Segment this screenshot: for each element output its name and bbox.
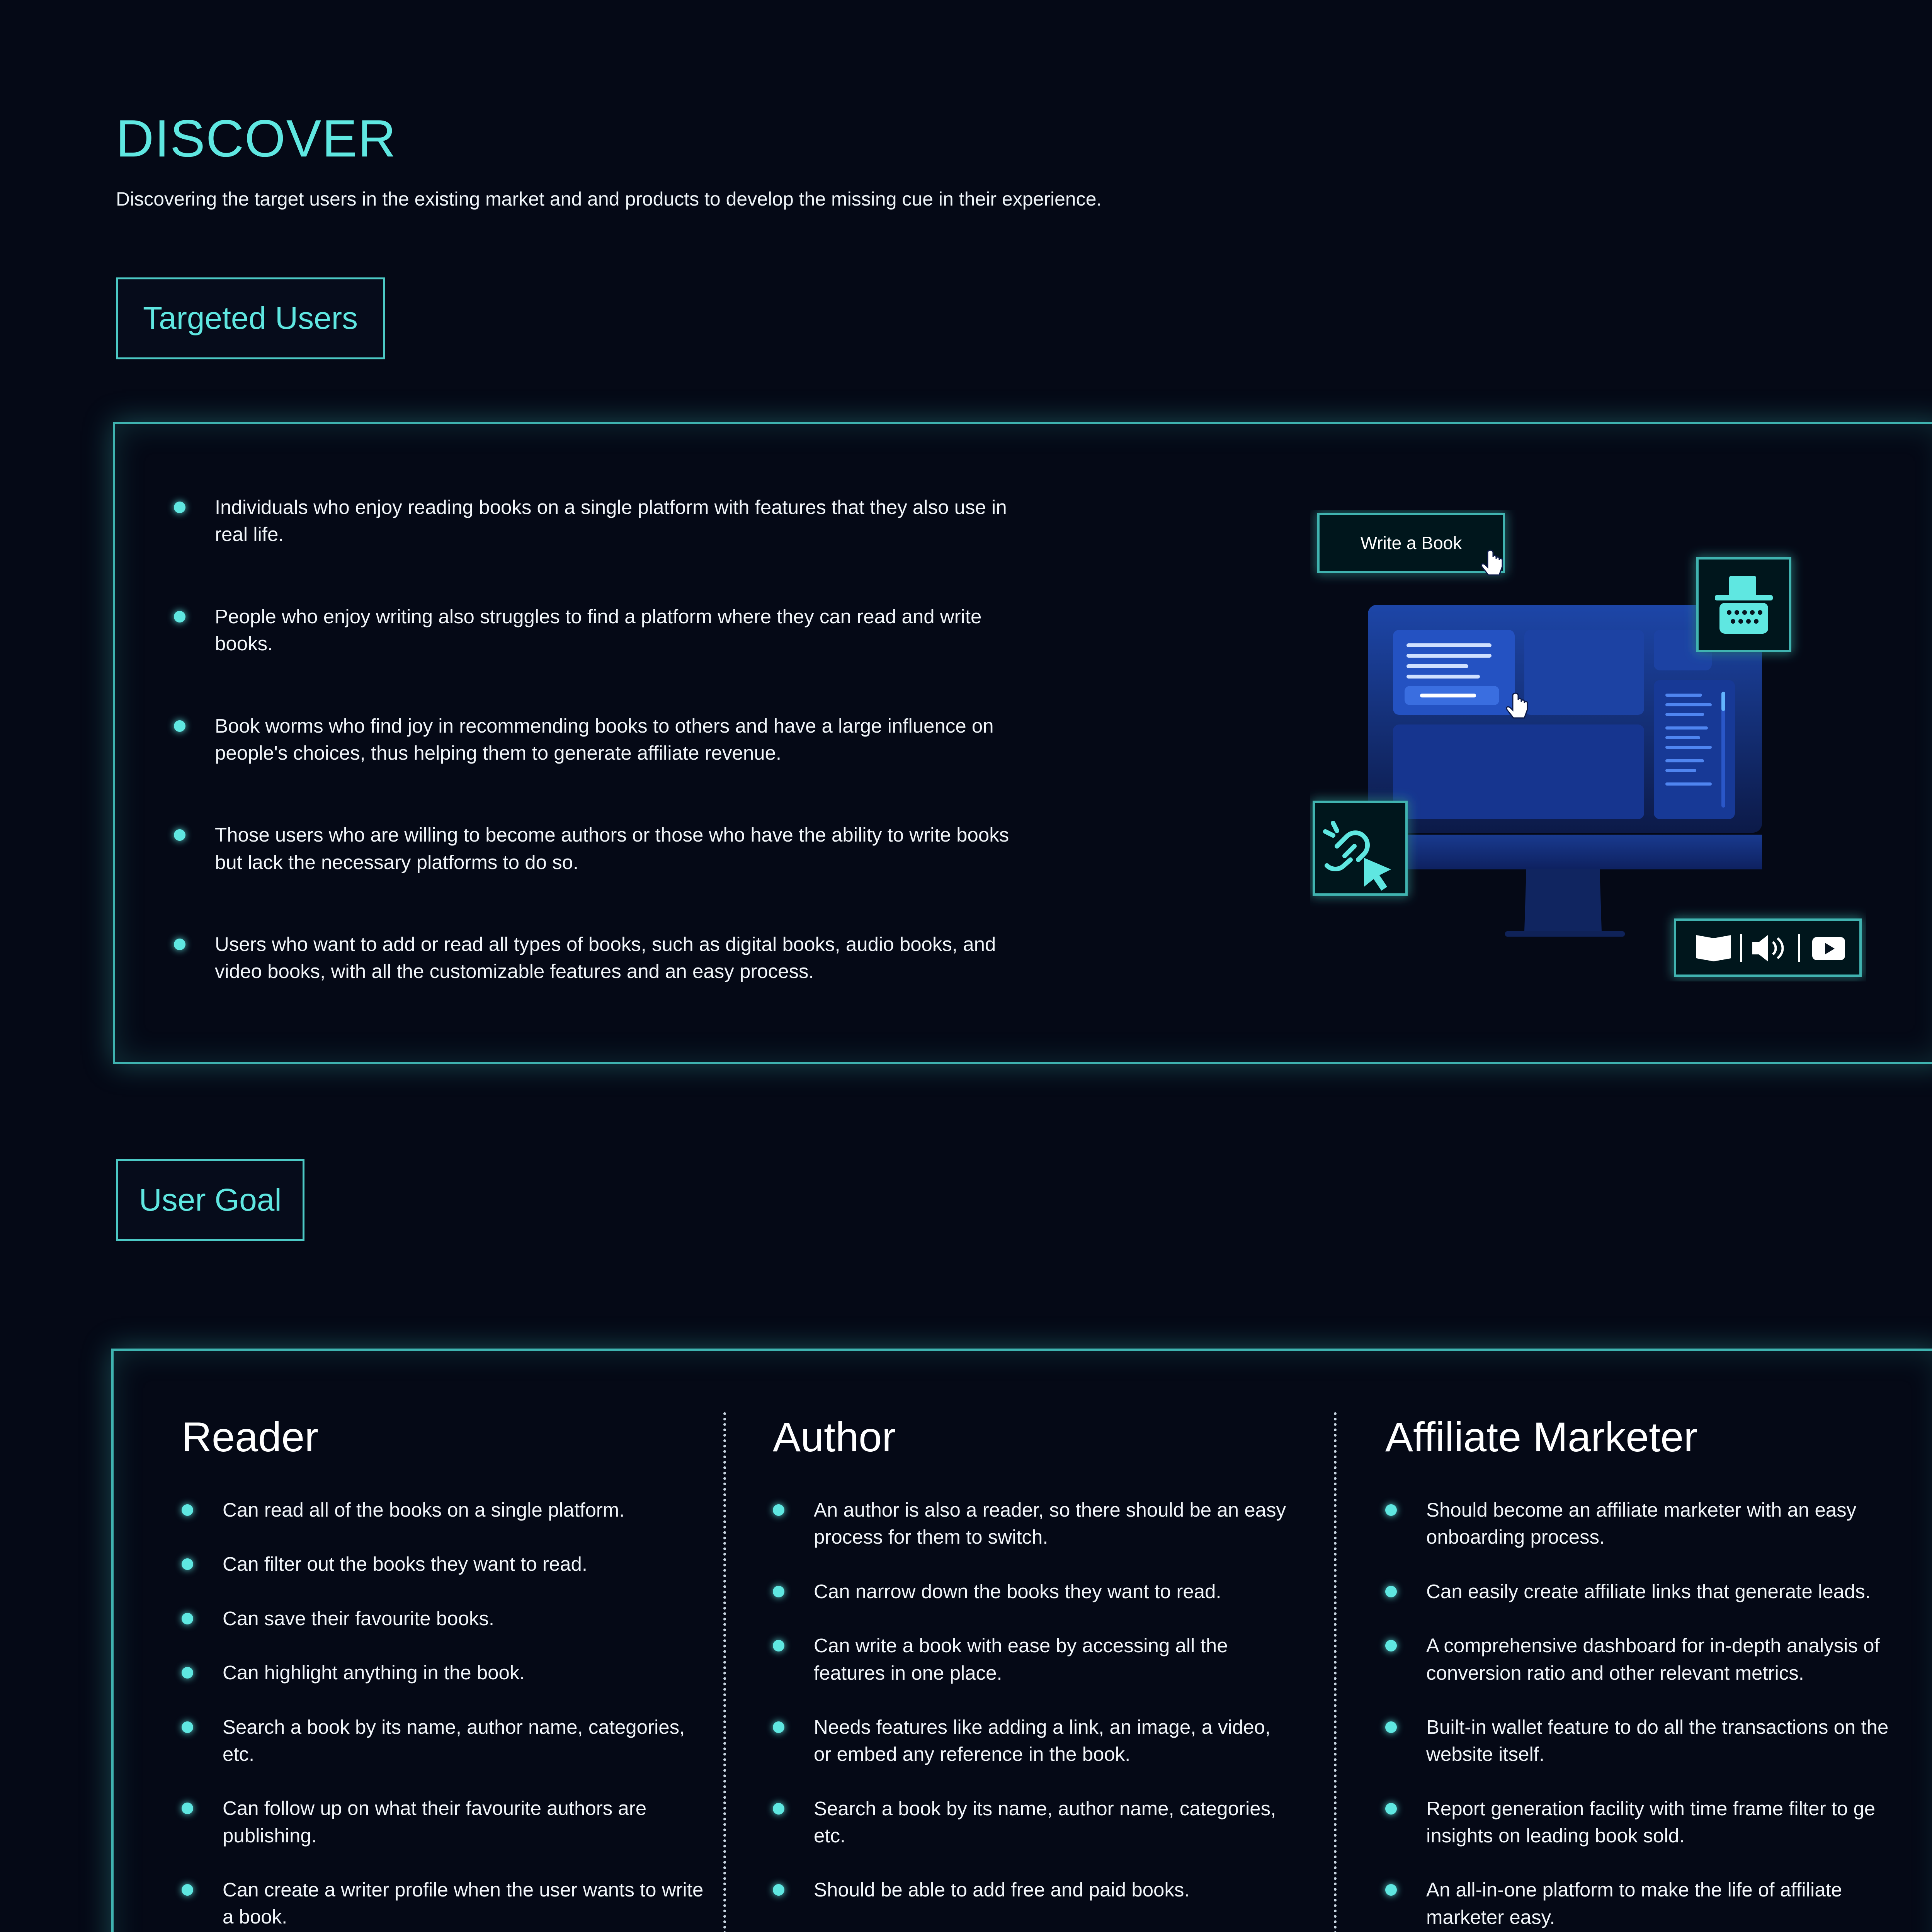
list-item: Users who want to add or read all types of books, such as digital books, audio books, and video books, with all the customizable features and an easy process. bbox=[174, 931, 1039, 985]
list-item: Should become an affiliate marketer with an easy onboarding process. bbox=[1385, 1497, 1903, 1551]
bullet-icon bbox=[1385, 1803, 1397, 1815]
write-a-book-button[interactable]: Write a Book bbox=[1360, 533, 1462, 553]
bullet-icon bbox=[174, 939, 185, 950]
list-item: An all-in-one platform to make the life of affiliate marketer easy. bbox=[1385, 1876, 1903, 1931]
targeted-users-list bbox=[174, 494, 1039, 1040]
bullet-icon bbox=[773, 1586, 784, 1597]
bullet-icon bbox=[174, 502, 185, 513]
bullet-icon bbox=[773, 1504, 784, 1516]
content-card bbox=[1393, 724, 1644, 819]
bullet-icon bbox=[773, 1640, 784, 1651]
open-book-icon bbox=[1696, 935, 1731, 961]
page-title: DISCOVER bbox=[116, 109, 397, 168]
column-divider bbox=[1334, 1412, 1337, 1932]
bullet-icon bbox=[1385, 1586, 1397, 1597]
bullet-icon bbox=[182, 1803, 193, 1814]
affiliate-marketer-heading: Affiliate Marketer bbox=[1385, 1413, 1698, 1460]
affiliate-goal-list bbox=[1385, 1497, 1903, 1931]
bullet-icon bbox=[182, 1613, 193, 1624]
bullet-icon bbox=[1385, 1640, 1397, 1651]
list-item: Report generation facility with time frame filter to ge insights on leading book sold. bbox=[1385, 1795, 1903, 1850]
bullet-icon bbox=[773, 1721, 784, 1733]
monitor-illustration bbox=[1310, 510, 1866, 981]
targeted-users-tag-label: Targeted Users bbox=[143, 301, 358, 336]
reader-goal-list bbox=[182, 1497, 715, 1932]
list-item: Should be able to add free and paid books. bbox=[773, 1876, 1291, 1903]
monitor-chin bbox=[1368, 835, 1762, 869]
list-item: Can follow up on what their favourite authors are publishing. bbox=[182, 1795, 715, 1849]
user-goal-tag bbox=[116, 1159, 304, 1241]
bullet-icon bbox=[1385, 1504, 1397, 1516]
list-item: Can create a writer profile when the user wants to write a book. bbox=[182, 1876, 715, 1931]
column-divider bbox=[723, 1412, 726, 1932]
platform-illustration bbox=[1310, 510, 1866, 981]
author-heading: Author bbox=[773, 1413, 896, 1460]
user-goal-tag-label: User Goal bbox=[139, 1182, 282, 1218]
monitor-foot bbox=[1505, 931, 1625, 937]
list-item: Built-in wallet feature to do all the transactions on the website itself. bbox=[1385, 1714, 1903, 1768]
list-item: Can highlight anything in the book. bbox=[182, 1659, 715, 1686]
list-item: Can easily create affiliate links that generate leads. bbox=[1385, 1578, 1903, 1605]
page-subtitle: Discovering the target users in the existing market and and products to develop the missing cue in their experience. bbox=[116, 188, 1102, 210]
monitor-stand bbox=[1524, 869, 1602, 931]
bullet-icon bbox=[174, 829, 185, 841]
list-item: Can write a book with ease by accessing all the features in one place. bbox=[773, 1632, 1291, 1687]
bullet-icon bbox=[182, 1558, 193, 1570]
bullet-icon bbox=[182, 1721, 193, 1733]
list-item: Book worms who find joy in recommending books to others and have a large influence on people's choices, thus helping them to generate affiliate revenue. bbox=[174, 713, 1039, 767]
link-tile bbox=[1314, 802, 1406, 895]
bullet-icon bbox=[1385, 1721, 1397, 1733]
bullet-icon bbox=[174, 611, 185, 622]
bullet-icon bbox=[1385, 1884, 1397, 1896]
list-item: Can narrow down the books they want to read. bbox=[773, 1578, 1291, 1605]
author-goal-list bbox=[773, 1497, 1291, 1932]
list-item: Those users who are willing to become authors or those who have the ability to write books but lack the necessary platforms to do so. bbox=[174, 821, 1039, 876]
author-column bbox=[773, 1413, 1291, 1932]
play-video-icon bbox=[1812, 937, 1845, 960]
bullet-icon bbox=[773, 1803, 784, 1815]
list-item: Needs features like adding a link, an image, a video, or embed any reference in the book. bbox=[773, 1714, 1291, 1768]
list-item: Can save their favourite books. bbox=[182, 1605, 715, 1632]
bullet-icon bbox=[182, 1667, 193, 1679]
affiliate-marketer-column bbox=[1385, 1413, 1903, 1932]
list-item: Search a book by its name, author name, categories, etc. bbox=[773, 1795, 1291, 1850]
bullet-icon bbox=[182, 1504, 193, 1516]
reader-column bbox=[182, 1413, 715, 1932]
list-item: Can filter out the books they want to read. bbox=[182, 1551, 715, 1578]
list-item: Can read all of the books on a single platform. bbox=[182, 1497, 715, 1524]
list-item: Individuals who enjoy reading books on a single platform with features that they also use in real life. bbox=[174, 494, 1039, 548]
bullet-icon bbox=[182, 1884, 193, 1896]
list-item: People who enjoy writing also struggles to find a platform where they can read and write books. bbox=[174, 603, 1039, 658]
list-item: An author is also a reader, so there should be an easy process for them to switch. bbox=[773, 1497, 1291, 1551]
bullet-icon bbox=[174, 720, 185, 732]
reader-heading: Reader bbox=[182, 1413, 319, 1460]
list-item: Search a book by its name, author name, categories, etc. bbox=[182, 1714, 715, 1768]
targeted-users-tag bbox=[116, 277, 385, 359]
preview-card bbox=[1524, 630, 1644, 715]
list-item: A comprehensive dashboard for in-depth analysis of conversion ratio and other relevant metrics. bbox=[1385, 1632, 1903, 1687]
bullet-icon bbox=[773, 1884, 784, 1896]
